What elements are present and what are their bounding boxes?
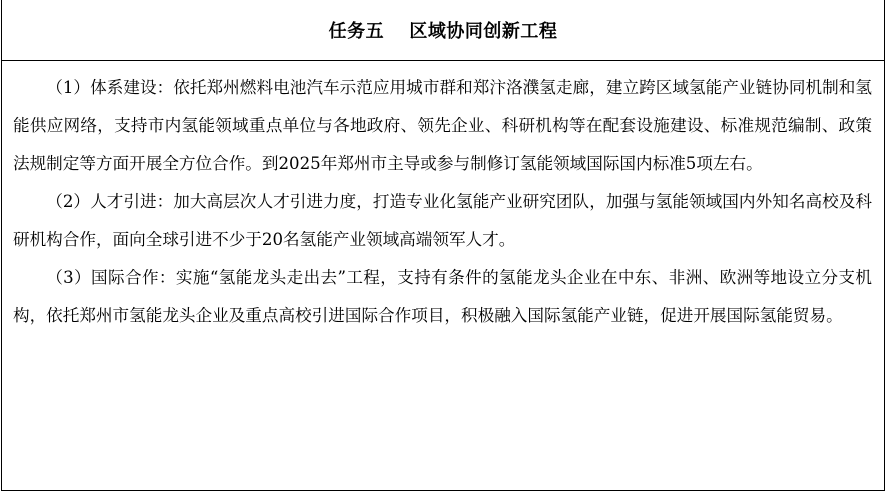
paragraph-international-cooperation: （3）国际合作：实施“氢能龙头走出去”工程，支持有条件的氢能龙头企业在中东、非洲、欧洲等地设立分支机构，依托郑州市氢能龙头企业及重点高校引进国际合作项目，积极融入国际氢能产业链，促进开展国际氢能贸易。 [13,268,872,325]
task-title: 任务五 区域协同创新工程 [328,21,558,42]
paragraph-system-building: （1）体系建设：依托郑州燃料电池汽车示范应用城市群和郑汴洛濮氢走廊，建立跨区域氢能产业链协同机制和氢能供应网络，支持市内氢能领域重点单位与各地政府、领先企业、科研机构等在配套设施建设、标准规范编制、政策法规制定等方面开展全方位合作。到2025年郑州市主导或参与制修订氢能领域国际国内标准5项左右。 [13,78,872,173]
paragraph-talent-introduction: （2）人才引进：加大高层次人才引进力度，打造专业化氢能产业研究团队，加强与氢能领域国内外知名高校及科研机构合作，面向全球引进不少于20名氢能产业领域高端领军人才。 [13,192,872,249]
task-box [1,0,885,491]
content-area [2,61,884,335]
title-row [2,0,884,61]
